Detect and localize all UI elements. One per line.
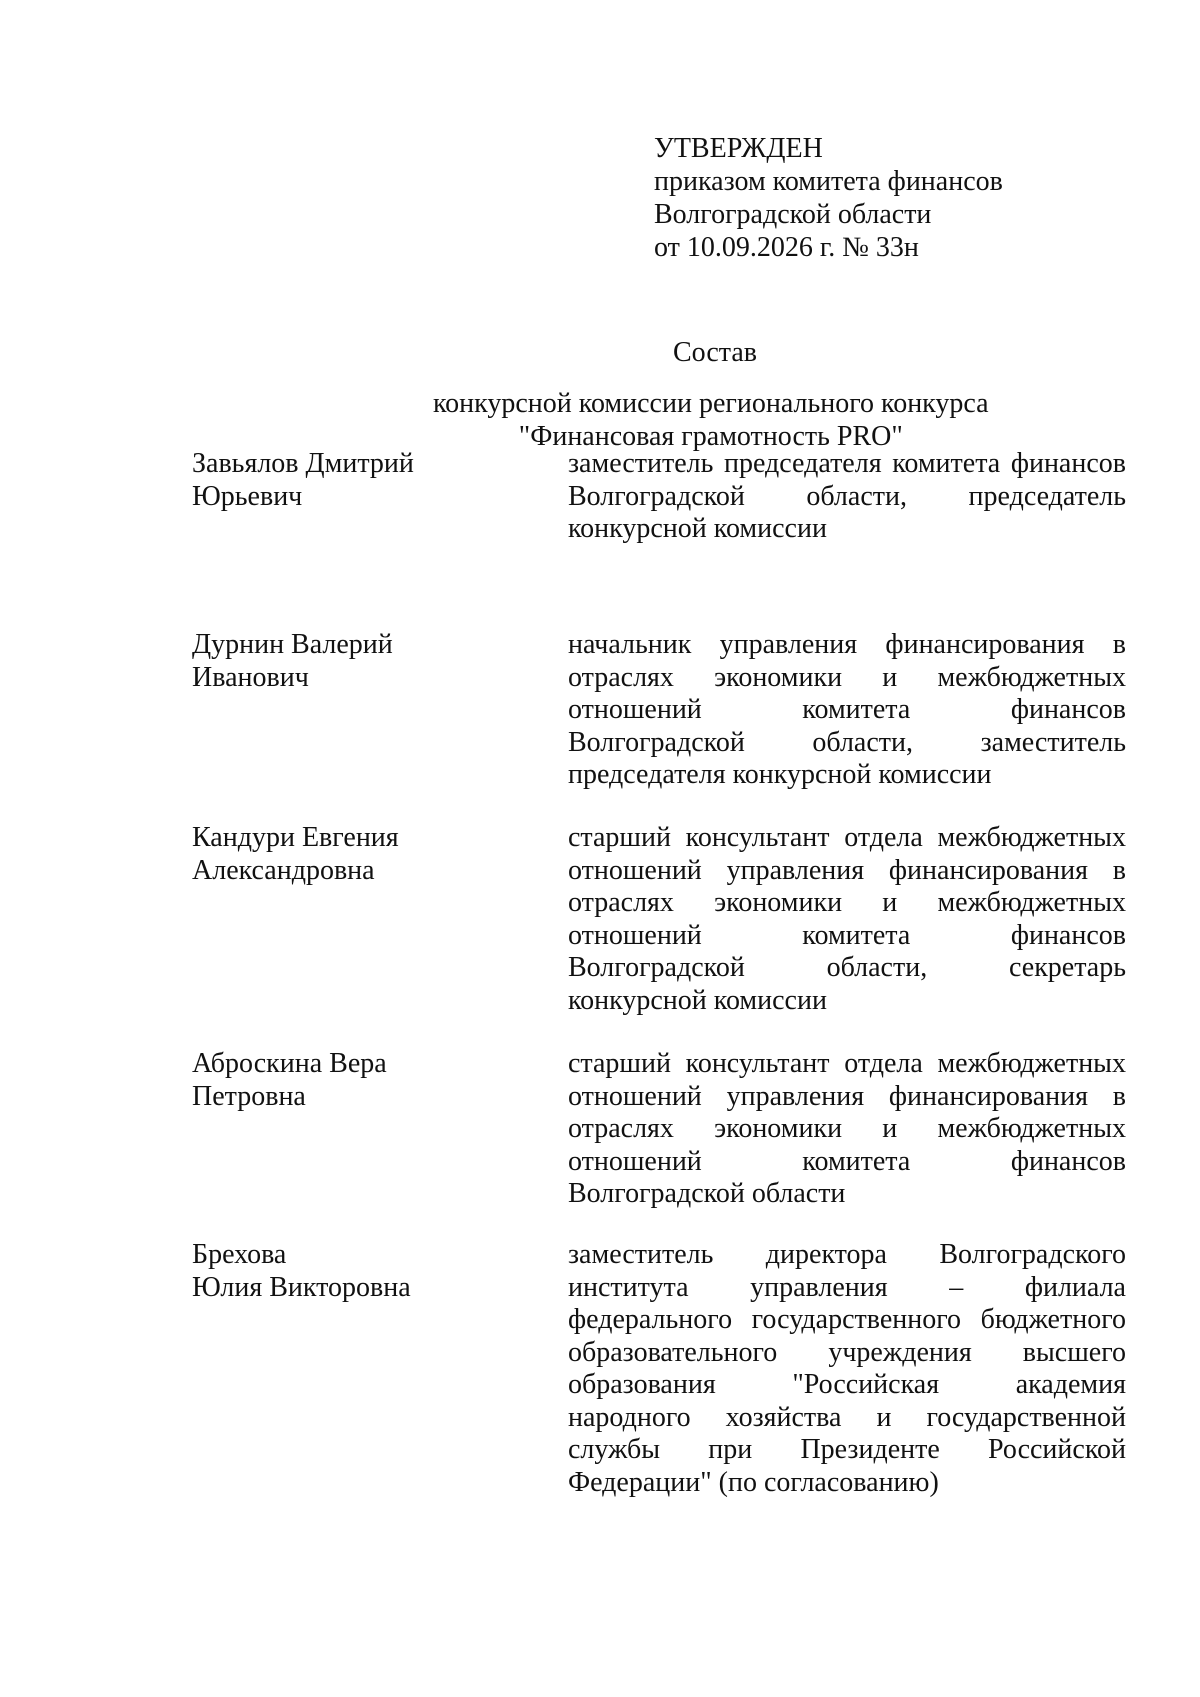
member-surname-firstname: Кандури Евгения — [192, 822, 399, 853]
role-line: отношений управления финансирования в — [568, 854, 1126, 886]
member-name — [192, 1239, 492, 1304]
role-line: председателя конкурсной комиссии — [568, 759, 992, 790]
role-line: отношений управления финансирования в — [568, 1080, 1126, 1112]
role-line: отраслях экономики и межбюджетных — [568, 887, 1126, 918]
member-role — [568, 629, 1126, 792]
member-patronymic: Александровна — [192, 854, 375, 886]
member-patronymic: Юрьевич — [192, 480, 303, 512]
role-line: отношений комитета финансов — [568, 919, 1126, 951]
document-subtitle — [433, 387, 989, 453]
member-surname-firstname: Аброскина Вера — [192, 1048, 387, 1079]
role-line: отраслях экономики и межбюджетных — [568, 661, 1126, 693]
subtitle-line-1: конкурсной комиссии регионального конкурса — [433, 388, 989, 419]
member-patronymic: Петровна — [192, 1080, 306, 1112]
approval-heading: УТВЕРЖДЕН — [654, 133, 823, 164]
member-firstname-patronymic: Юлия Викторовна — [192, 1271, 411, 1303]
member-role — [568, 448, 1126, 546]
role-line: заместитель председателя комитета финансов — [568, 448, 1126, 479]
member-name — [192, 1048, 492, 1113]
role-line: старший консультант отдела межбюджетных — [568, 1048, 1126, 1079]
role-line: отраслях экономики и межбюджетных — [568, 1113, 1126, 1144]
role-line: конкурсной комиссии — [568, 984, 827, 1016]
member-name — [192, 822, 492, 887]
member-name — [192, 448, 492, 513]
role-line: народного хозяйства и государственной — [568, 1401, 1126, 1433]
role-line: заместитель директора Волгоградского — [568, 1239, 1126, 1270]
role-line: старший консультант отдела межбюджетных — [568, 822, 1126, 853]
member-surname-firstname: Дурнин Валерий — [192, 629, 393, 660]
role-line: Волгоградской области, секретарь — [568, 952, 1126, 983]
role-line: конкурсной комиссии — [568, 513, 827, 544]
approval-region-line: Волгоградской области — [654, 199, 932, 230]
role-line: отношений комитета финансов — [568, 694, 1126, 725]
member-role — [568, 1239, 1126, 1499]
role-line: института управления – филиала — [568, 1271, 1126, 1303]
subtitle-line-2: "Финансовая грамотность PRO" — [518, 421, 903, 452]
role-line: образования "Российская академия — [568, 1369, 1126, 1400]
member-name — [192, 629, 492, 694]
approval-order-line: приказом комитета финансов — [654, 166, 1003, 197]
member-role — [568, 822, 1126, 1017]
member-surname: Брехова — [192, 1239, 287, 1270]
role-line: начальник управления финансирования в — [568, 629, 1126, 660]
member-patronymic: Иванович — [192, 661, 309, 693]
role-line: Федерации" (по согласованию) — [568, 1466, 939, 1498]
member-role — [568, 1048, 1126, 1211]
role-line: образовательного учреждения высшего — [568, 1336, 1126, 1368]
document-title: Состав — [672, 337, 758, 368]
role-line: отношений комитета финансов — [568, 1145, 1126, 1177]
role-line: Волгоградской области, председатель — [568, 480, 1126, 512]
approval-stamp — [654, 132, 1003, 264]
role-line: федерального государственного бюджетного — [568, 1304, 1126, 1335]
role-line: Волгоградской области, заместитель — [568, 726, 1126, 758]
member-surname-firstname: Завьялов Дмитрий — [192, 448, 414, 479]
role-line: службы при Президенте Российской — [568, 1434, 1126, 1465]
role-line: Волгоградской области — [568, 1178, 846, 1209]
approval-date-line: от 10.09.2026 г. № 33н — [654, 232, 919, 263]
